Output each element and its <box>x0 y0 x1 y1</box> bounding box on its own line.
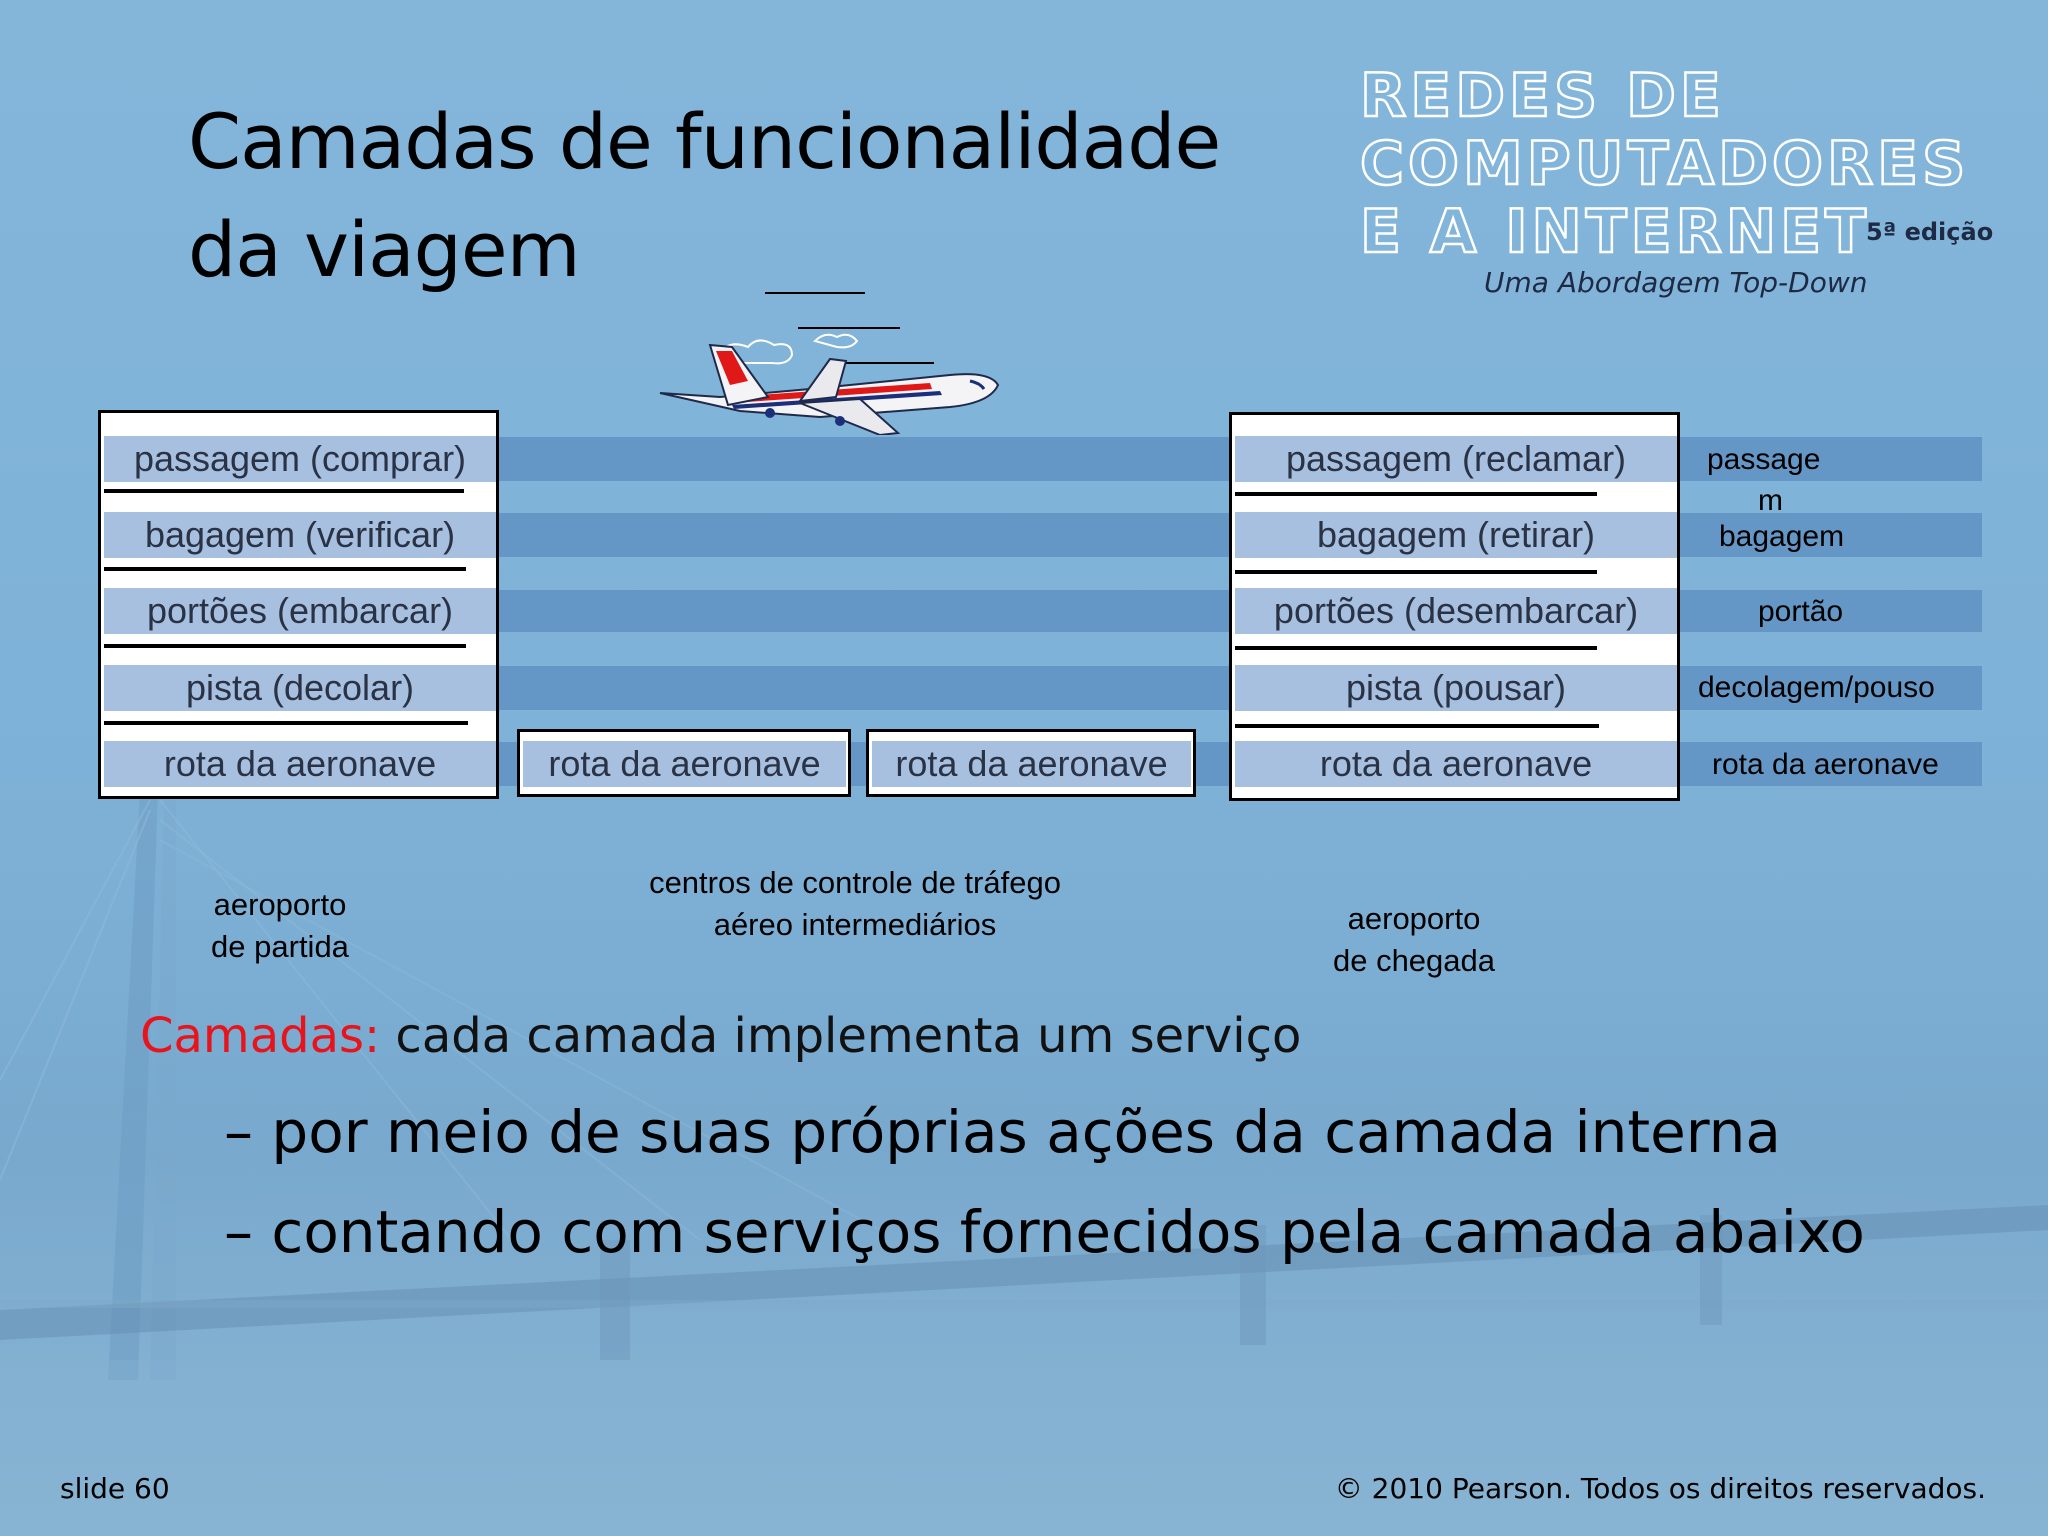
right-separator <box>1235 646 1597 650</box>
logo-subtitle: Uma Abordagem Top-Down <box>1484 266 1868 299</box>
left-separator <box>104 567 466 571</box>
left-separator <box>104 721 468 725</box>
middle-layer-rota-2: rota da aeronave <box>872 741 1191 787</box>
left-separator <box>104 644 466 648</box>
caption-departure-line-1: aeroporto <box>213 887 347 922</box>
right-layer-pista: pista (pousar) <box>1235 665 1677 711</box>
lead-paragraph <box>140 1008 1301 1064</box>
bullet-marker: – <box>224 1098 253 1166</box>
layer-name-pista: decolagem/pouso <box>1698 671 1935 704</box>
bullet-marker: – <box>224 1198 253 1266</box>
layer-name-passagem-part2: m <box>1758 484 1783 517</box>
title-line-1: Camadas de funcionalidade <box>188 97 1221 186</box>
caption-middle-line-2: aéreo intermediários <box>713 907 997 942</box>
layer-name-bagagem: bagagem <box>1719 520 1845 553</box>
left-layer-passagem: passagem (comprar) <box>104 436 496 482</box>
logo-edition: 5ª edição <box>1866 218 1994 246</box>
layer-name-rota: rota da aeronave <box>1712 748 1939 781</box>
left-layer-portoes: portões (embarcar) <box>104 588 496 634</box>
middle-layer-rota-1: rota da aeronave <box>523 741 846 787</box>
layer-name-portao: portão <box>1758 595 1844 628</box>
caption-middle-line-1: centros de controle de tráfego <box>649 865 1061 900</box>
bullet-1-text: por meio de suas próprias ações da camada interna <box>253 1098 1781 1166</box>
bullet-2-text: contando com serviços fornecidos pela camada abaixo <box>253 1198 1865 1266</box>
bullet-1 <box>224 1098 1781 1166</box>
logo-line-3: E A INTERNET <box>1360 197 1870 267</box>
logo-line-1: REDES DE <box>1360 61 1725 131</box>
left-layer-bagagem: bagagem (verificar) <box>104 512 496 558</box>
left-separator <box>104 489 464 493</box>
title-line-2: da viagem <box>188 205 580 294</box>
right-separator <box>1235 570 1597 574</box>
copyright-notice: © 2010 Pearson. Todos os direitos reservados. <box>1334 1472 1986 1505</box>
slide-title <box>188 88 1220 304</box>
lead-text: cada camada implementa um serviço <box>380 1008 1302 1064</box>
caption-control-centers <box>560 862 1150 946</box>
lead-label: Camadas: <box>140 1008 381 1064</box>
left-layer-pista: pista (decolar) <box>104 665 496 711</box>
caption-arrival-line-1: aeroporto <box>1347 901 1481 936</box>
right-layer-bagagem: bagagem (retirar) <box>1235 512 1677 558</box>
right-separator <box>1235 492 1597 496</box>
left-layer-rota: rota da aeronave <box>104 741 496 787</box>
caption-departure-line-2: de partida <box>211 929 349 964</box>
airplane-icon <box>650 285 1010 435</box>
slide-number: slide 60 <box>60 1472 170 1505</box>
logo-line-2: COMPUTADORES <box>1360 129 1970 199</box>
right-separator <box>1235 724 1599 728</box>
bullet-2 <box>224 1198 1865 1266</box>
caption-arrival-line-2: de chegada <box>1332 943 1496 978</box>
right-layer-rota: rota da aeronave <box>1235 741 1677 787</box>
right-layer-portoes: portões (desembarcar) <box>1235 588 1677 634</box>
caption-arrival-airport <box>1284 898 1544 982</box>
layer-name-passagem-part1: passage <box>1707 443 1821 476</box>
caption-departure-airport <box>150 884 410 968</box>
right-layer-passagem: passagem (reclamar) <box>1235 436 1677 482</box>
